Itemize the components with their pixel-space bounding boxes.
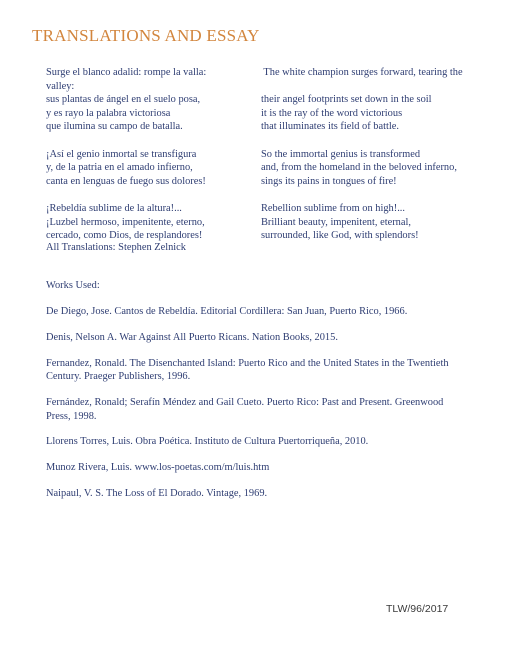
works-used-heading: Works Used:: [46, 280, 100, 291]
poem-line: Brilliant beauty, impenitent, eternal,: [261, 216, 411, 228]
poem-line: ¡Luzbel hermoso, impenitente, eterno,: [46, 216, 205, 228]
poem-line: y es rayo la palabra victoriosa: [46, 107, 171, 119]
poem-line: y, de la patria en el amado infierno,: [46, 162, 193, 174]
english-stanza-2: [261, 148, 476, 189]
poem-line: Surge el blanco adalid: rompe la valla:: [46, 67, 207, 78]
footer-code: TLW/96/2017: [386, 603, 449, 615]
poem-line: que ilumina su campo de batalla.: [46, 121, 183, 133]
poem-line: Rebellion sublime from on high!...: [261, 202, 406, 214]
spanish-stanza-3: [46, 202, 251, 243]
poem-line: ¡Así el genio inmortal se transfigura: [46, 148, 197, 160]
poem-line: The white champion surges forward, tearing the: [261, 67, 463, 78]
reference-item: Fernandez, Ronald. The Disenchanted Island: Puerto Rico and the United States in the Twentieth Century. Praeger Publishers, 1996.: [46, 358, 449, 383]
reference-item: Munoz Rivera, Luis. www.los-poetas.com/m/luis.htm: [46, 462, 270, 474]
works-used-section: [46, 279, 466, 513]
poem-line: and, from the homeland in the beloved inferno,: [261, 162, 457, 174]
english-stanza-3: [261, 202, 476, 243]
poem-line: surrounded, like God, with splendors!: [261, 230, 419, 242]
poem-line: it is the ray of the word victorious: [261, 107, 403, 119]
poem-line: their angel footprints set down in the soil: [261, 94, 432, 106]
english-stanza-1: [261, 66, 476, 134]
poem-line: So the immortal genius is transformed: [261, 148, 421, 160]
reference-item: De Diego, Jose. Cantos de Rebeldía. Editorial Cordillera: San Juan, Puerto Rico, 1966.: [46, 306, 408, 318]
poem-line: cercado, como Dios, de resplandores!: [46, 230, 203, 242]
poem-line: ¡Rebeldía sublime de la altura!...: [46, 202, 182, 214]
poem-line: sus plantas de ángel en el suelo posa,: [46, 94, 201, 106]
reference-item: Fernández, Ronald; Serafín Méndez and Gail Cueto. Puerto Rico: Past and Present. Greenwood Press, 1998.: [46, 397, 444, 422]
poem-line: that illuminates its field of battle.: [261, 121, 399, 133]
page-title: TRANSLATIONS AND ESSAY: [32, 26, 260, 45]
spanish-stanza-2: [46, 148, 251, 189]
spanish-stanza-1: [46, 66, 251, 134]
poem-line: sings its pains in tongues of fire!: [261, 175, 397, 187]
poem-line: valley:: [46, 80, 75, 92]
english-poem: [261, 66, 476, 256]
reference-item: Llorens Torres, Luis. Obra Poética. Instituto de Cultura Puertorriqueña, 2010.: [46, 436, 369, 448]
poem-line: canta en lenguas de fuego sus dolores!: [46, 175, 206, 187]
translation-credit: All Translations: Stephen Zelnick: [46, 242, 186, 253]
reference-item: Denis, Nelson A. War Against All Puerto Ricans. Nation Books, 2015.: [46, 332, 338, 344]
spanish-poem: [46, 66, 251, 256]
reference-item: Naipaul, V. S. The Loss of El Dorado. Vintage, 1969.: [46, 488, 268, 499]
poem-line-blank: [261, 80, 476, 94]
